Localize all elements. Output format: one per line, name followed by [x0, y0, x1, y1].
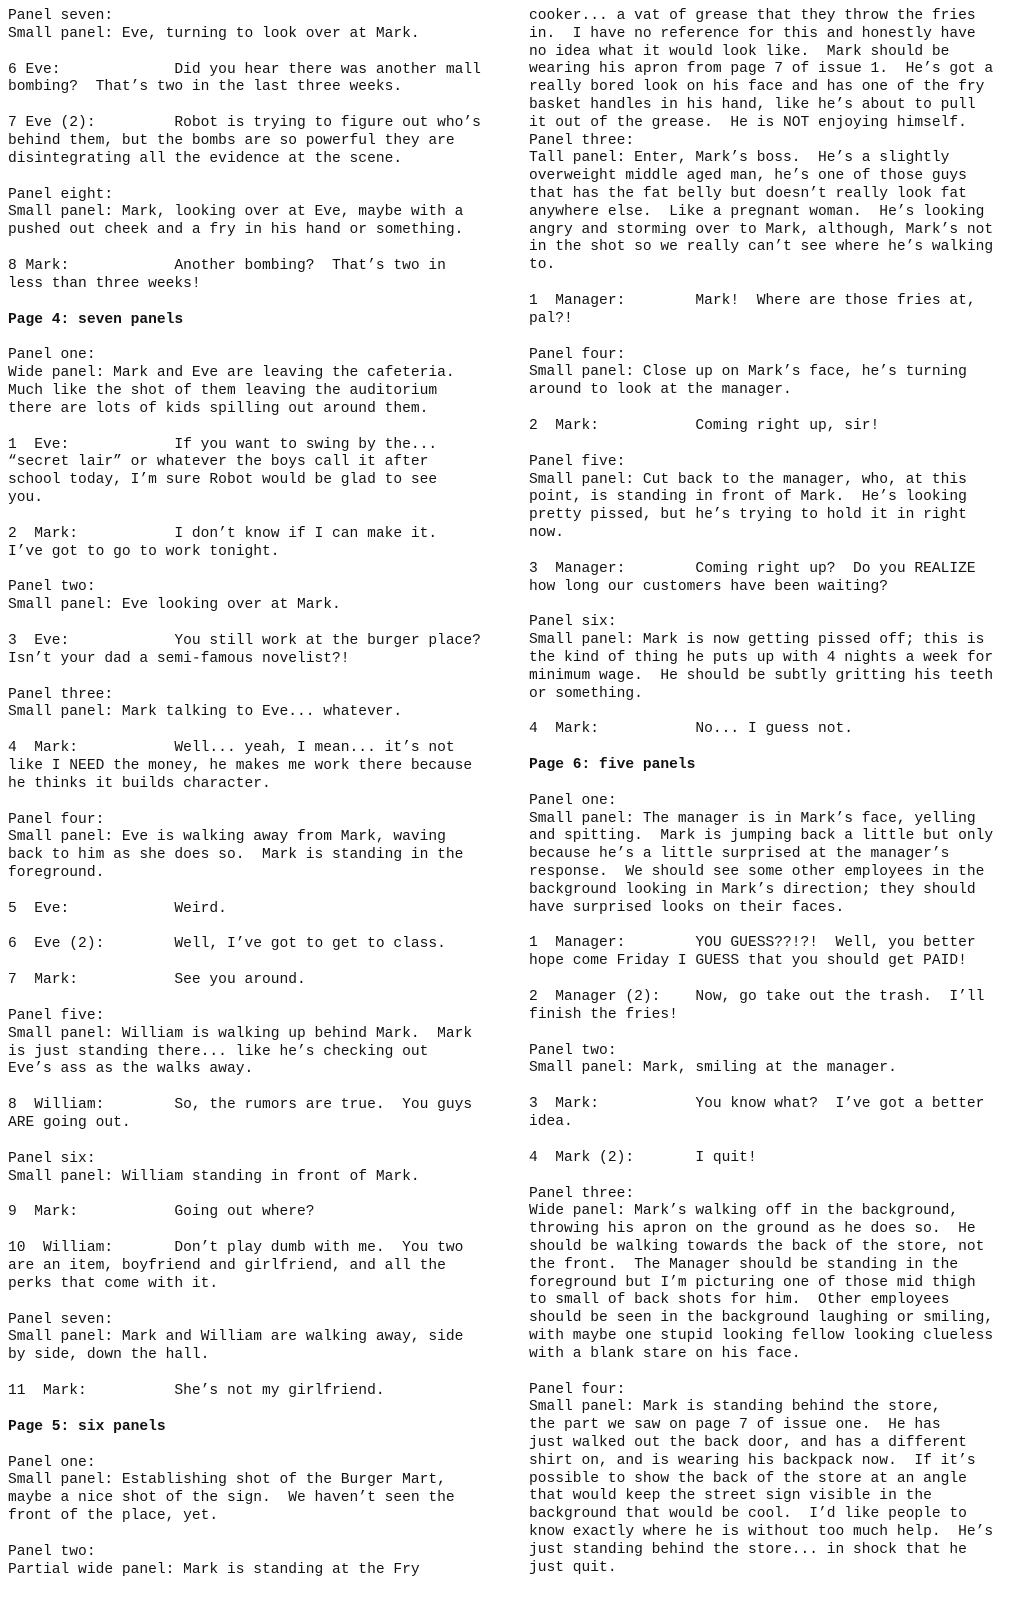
script-line: Panel four:: [529, 1381, 626, 1398]
script-line: the front. The Manager should be standing in the: [529, 1256, 959, 1273]
script-line: bombing? That’s two in the last three weeks.: [8, 79, 403, 96]
script-line: the part we saw on page 7 of issue one. He has: [529, 1417, 941, 1434]
script-line: background looking in Mark’s direction; they should: [529, 881, 976, 898]
script-line: with a blank stare on his face.: [529, 1345, 801, 1362]
script-line: 11 Mark: She’s not my girlfriend.: [8, 1383, 385, 1400]
script-line: now.: [529, 524, 565, 541]
script-line: Panel one:: [8, 1454, 96, 1471]
script-block: [8, 740, 514, 793]
script-line: 8 Mark: Another bombing? That’s two in: [8, 257, 446, 274]
script-line: the kind of thing he puts up with 4 nights a week for: [529, 649, 994, 666]
script-line: basket handles in his hand, like he’s about to pull: [529, 96, 976, 113]
script-line: really bored look on his face and has one of the fry: [529, 79, 985, 96]
script-line: in the shot so we really can’t see where he’s walking: [529, 239, 994, 256]
script-line: Small panel: Mark talking to Eve... whatever.: [8, 704, 403, 721]
script-block: [8, 1008, 514, 1079]
page-heading: Page 5: six panels: [8, 1418, 166, 1435]
script-line: 1 Manager: Mark! Where are those fries at,: [529, 292, 976, 309]
script-line: 4 Mark: No... I guess not.: [529, 721, 854, 738]
script-line: response. We should see some other employees in the: [529, 864, 985, 881]
script-line: Panel five:: [8, 1008, 105, 1025]
script-line: Panel eight:: [8, 186, 114, 203]
script-line: throwing his apron on the ground as he does so. He: [529, 1221, 976, 1238]
script-line: 1 Manager: YOU GUESS??!?! Well, you better: [529, 935, 976, 952]
script-block: [8, 901, 514, 919]
script-line: Small panel: Mark, smiling at the manager.: [529, 1060, 897, 1077]
script-line: ARE going out.: [8, 1115, 131, 1132]
script-line: 5 Eve: Weird.: [8, 900, 227, 917]
script-line: Much like the shot of them leaving the auditorium: [8, 382, 438, 399]
script-line: possible to show the back of the store at an angle: [529, 1470, 967, 1487]
script-line: how long our customers have been waiting?: [529, 578, 889, 595]
script-line: front of the place, yet.: [8, 1508, 219, 1525]
script-line: Small panel: William standing in front of Mark.: [8, 1168, 420, 1185]
script-block: [529, 989, 1024, 1025]
script-line: 6 Eve (2): Well, I’ve got to get to class.: [8, 936, 446, 953]
script-line: just walked out the back door, and has a different: [529, 1435, 967, 1451]
script-line: Small panel: Establishing shot of the Burger Mart,: [8, 1472, 446, 1489]
script-block: [8, 187, 514, 240]
script-line: Panel two:: [529, 1042, 617, 1059]
script-line: Wide panel: Mark’s walking off in the background,: [529, 1203, 959, 1220]
script-line: to small of back shots for him. Other employees: [529, 1292, 950, 1309]
script-line: because he’s a little surprised at the manager’s: [529, 846, 950, 863]
script-block: [8, 1455, 514, 1526]
script-block: [529, 1043, 1024, 1079]
script-block: [529, 721, 1024, 739]
script-line: 7 Eve (2): Robot is trying to figure out who’s: [8, 115, 481, 132]
script-line: Small panel: Cut back to the manager, who, at this: [529, 471, 967, 488]
script-line: cooker... a vat of grease that they throw the fries: [529, 8, 976, 24]
script-block: [529, 1186, 1024, 1364]
script-line: like I NEED the money, he makes me work there because: [8, 757, 473, 774]
script-line: Wide panel: Mark and Eve are leaving the cafeteria.: [8, 365, 455, 382]
script-line: Panel five:: [529, 453, 626, 470]
script-line: “secret lair” or whatever the boys call it after: [8, 454, 429, 471]
script-line: Small panel: Mark is standing behind the store,: [529, 1399, 941, 1416]
script-line: or something.: [529, 685, 643, 702]
script-line: 3 Manager: Coming right up? Do you REALIZE: [529, 560, 976, 577]
script-block: [8, 526, 514, 562]
script-block: [8, 972, 514, 990]
script-block: [8, 1383, 514, 1401]
script-line: just standing behind the store... in shock that he: [529, 1541, 967, 1558]
script-block: [529, 1096, 1024, 1132]
script-line: 2 Mark: I don’t know if I can make it.: [8, 525, 438, 542]
script-line: 9 Mark: Going out where?: [8, 1204, 315, 1221]
script-line: pushed out cheek and a fry in his hand or something.: [8, 222, 464, 239]
script-line: maybe a nice shot of the sign. We haven’t seen the: [8, 1490, 455, 1507]
script-line: 7 Mark: See you around.: [8, 972, 306, 989]
script-line: should be seen in the background laughing or smiling,: [529, 1310, 994, 1327]
page-heading: Page 4: seven panels: [8, 311, 184, 328]
script-line: is just standing there... like he’s checking out: [8, 1043, 429, 1060]
script-line: Small panel: Mark, looking over at Eve, maybe with a: [8, 204, 464, 221]
script-block: [529, 1382, 1024, 1578]
script-line: school today, I’m sure Robot would be glad to see: [8, 472, 438, 489]
script-block: [8, 687, 514, 723]
script-block: [529, 347, 1024, 400]
script-column-right: [529, 8, 1024, 1595]
script-block: [8, 1312, 514, 1365]
script-block: [529, 1150, 1024, 1168]
script-line: Panel two:: [8, 579, 96, 596]
script-line: no idea what it would look like. Mark should be: [529, 43, 950, 60]
script-block: [529, 935, 1024, 971]
script-line: Panel one:: [8, 347, 96, 364]
script-line: wearing his apron from page 7 of issue 1. He’s got a: [529, 61, 994, 78]
script-block: [529, 418, 1024, 436]
script-block: [8, 1151, 514, 1187]
script-line: you.: [8, 489, 44, 506]
script-line: in. I have no reference for this and honestly have: [529, 25, 976, 42]
script-block: [529, 561, 1024, 597]
script-block: [8, 1097, 514, 1133]
script-line: overweight middle aged man, he’s one of those guys: [529, 168, 967, 185]
script-line: Panel three:: [529, 132, 635, 149]
script-line: 1 Eve: If you want to swing by the...: [8, 436, 438, 453]
script-line: idea.: [529, 1114, 573, 1131]
page-heading: Page 6: five panels: [529, 757, 696, 774]
script-line: Small panel: The manager is in Mark’s face, yelling: [529, 810, 976, 827]
script-block: [8, 1544, 514, 1580]
script-line: background that would be cool. I’d like people to: [529, 1506, 967, 1523]
script-line: just quit.: [529, 1559, 617, 1576]
script-line: Small panel: William is walking up behind Mark. Mark: [8, 1025, 473, 1042]
script-line: there are lots of kids spilling out around them.: [8, 400, 429, 417]
script-line: back to him as she does so. Mark is standing in the: [8, 847, 464, 864]
script-line: 2 Mark: Coming right up, sir!: [529, 417, 880, 434]
script-line: finish the fries!: [529, 1006, 678, 1023]
script-line: Panel three:: [529, 1185, 635, 1202]
script-line: Panel two:: [8, 1543, 96, 1560]
script-line: hope come Friday I GUESS that you should get PAID!: [529, 953, 967, 970]
script-line: 4 Mark (2): I quit!: [529, 1149, 757, 1166]
script-block: [8, 1204, 514, 1222]
script-line: Panel four:: [8, 811, 105, 828]
script-block: [8, 8, 514, 44]
script-line: 3 Mark: You know what? I’ve got a better: [529, 1096, 985, 1113]
script-line: have surprised looks on their faces.: [529, 899, 845, 916]
script-line: pal?!: [529, 310, 573, 327]
script-line: anywhere else. Like a pregnant woman. He’s looking: [529, 203, 985, 220]
script-line: 4 Mark: Well... yeah, I mean... it’s not: [8, 740, 455, 757]
script-line: Small panel: Mark and William are walking away, side: [8, 1329, 464, 1346]
script-column-left: [8, 8, 514, 1597]
script-block: [529, 8, 1024, 275]
script-line: 10 William: Don’t play dumb with me. You two: [8, 1240, 464, 1257]
script-line: Panel seven:: [8, 8, 114, 24]
script-block: [529, 293, 1024, 329]
script-line: by side, down the hall.: [8, 1347, 210, 1364]
script-line: Eve’s ass as the walks away.: [8, 1061, 254, 1078]
script-line: angry and storming over to Mark, although, Mark’s not: [529, 221, 994, 238]
script-line: behind them, but the bombs are so powerful they are: [8, 132, 455, 149]
script-block: [529, 614, 1024, 703]
script-block: [8, 936, 514, 954]
script-block: [8, 812, 514, 883]
script-line: 8 William: So, the rumors are true. You guys: [8, 1097, 473, 1114]
script-line: that would keep the street sign visible in the: [529, 1488, 932, 1505]
script-line: Small panel: Mark is now getting pissed off; this is: [529, 632, 985, 649]
script-line: 6 Eve: Did you hear there was another mall: [8, 61, 481, 78]
script-block: [8, 579, 514, 615]
script-line: he thinks it builds character.: [8, 775, 271, 792]
script-line: disintegrating all the evidence at the scene.: [8, 150, 403, 167]
script-line: point, is standing in front of Mark. He’s looking: [529, 489, 967, 506]
script-line: that has the fat belly but doesn’t really look fat: [529, 185, 967, 202]
script-line: Small panel: Eve, turning to look over at Mark.: [8, 25, 420, 42]
script-block: [8, 1240, 514, 1293]
script-line: shirt on, and is wearing his backpack now. If it’s: [529, 1452, 976, 1469]
script-line: Isn’t your dad a semi-famous novelist?!: [8, 650, 350, 667]
script-line: to.: [529, 257, 556, 274]
script-block: [529, 793, 1024, 918]
script-line: it out of the grease. He is NOT enjoying himself.: [529, 114, 967, 131]
script-line: foreground.: [8, 864, 105, 881]
script-line: Panel six:: [8, 1150, 96, 1167]
script-line: 2 Manager (2): Now, go take out the trash. I’ll: [529, 989, 985, 1006]
script-line: are an item, boyfriend and girlfriend, and all the: [8, 1258, 446, 1275]
script-line: I’ve got to go to work tonight.: [8, 543, 280, 560]
script-block: [529, 454, 1024, 543]
script-line: Panel six:: [529, 614, 617, 631]
script-line: Small panel: Close up on Mark’s face, he’s turning: [529, 364, 967, 381]
script-line: Panel seven:: [8, 1311, 114, 1328]
script-line: foreground but I’m picturing one of those mid thigh: [529, 1274, 976, 1291]
script-line: pretty pissed, but he’s trying to hold it in right: [529, 507, 967, 524]
script-block: [8, 115, 514, 168]
script-line: Panel four:: [529, 346, 626, 363]
script-block: [8, 258, 514, 294]
script-line: Panel three:: [8, 686, 114, 703]
script-block: [8, 62, 514, 98]
script-line: Partial wide panel: Mark is standing at the Fry: [8, 1561, 420, 1578]
script-line: less than three weeks!: [8, 275, 201, 292]
script-line: 3 Eve: You still work at the burger place?: [8, 632, 481, 649]
script-block: [8, 437, 514, 508]
script-block: [8, 347, 514, 418]
script-line: Tall panel: Enter, Mark’s boss. He’s a slightly: [529, 150, 950, 167]
script-line: minimum wage. He should be subtly gritting his teeth: [529, 667, 994, 684]
script-line: around to look at the manager.: [529, 382, 792, 399]
script-line: with maybe one stupid looking fellow looking clueless: [529, 1328, 994, 1345]
script-line: Small panel: Eve is walking away from Mark, waving: [8, 829, 446, 846]
script-line: know exactly where he is without too much help. He’s: [529, 1523, 994, 1540]
script-line: Small panel: Eve looking over at Mark.: [8, 597, 341, 614]
script-line: should be walking towards the back of the store, not: [529, 1239, 985, 1256]
script-block: [8, 633, 514, 669]
script-line: perks that come with it.: [8, 1275, 219, 1292]
script-line: and spitting. Mark is jumping back a little but only: [529, 828, 994, 845]
script-line: Panel one:: [529, 792, 617, 809]
